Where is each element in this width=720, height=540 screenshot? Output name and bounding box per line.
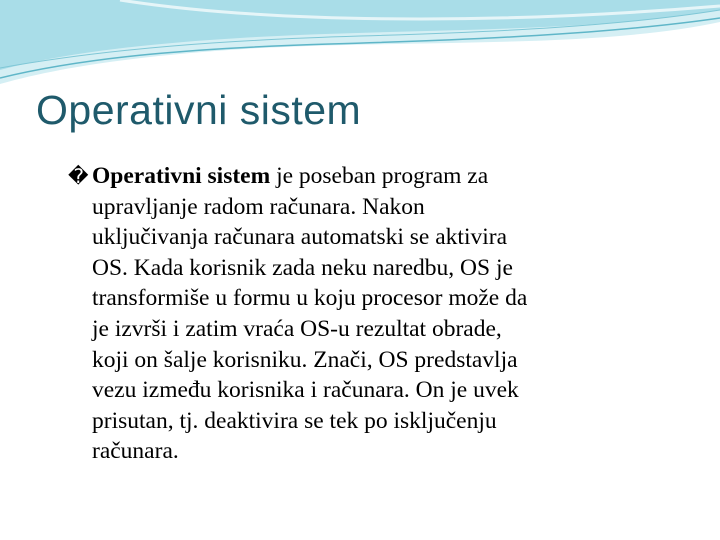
body-line-2: upravljanje radom računara. Nakon bbox=[92, 193, 425, 220]
bullet-glyph: � bbox=[68, 164, 89, 188]
header-wave-decoration bbox=[0, 0, 720, 90]
body-line-6: je izvrši i zatim vraća OS-u rezultat obrade, bbox=[92, 315, 502, 342]
body-line-3: uključivanja računara automatski se aktivira bbox=[92, 224, 508, 251]
body-line-10: računara. bbox=[92, 438, 179, 465]
body-line-7: koji on šalje korisniku. Znači, OS predstavlja bbox=[92, 346, 518, 373]
body-line-1: je poseban program za bbox=[270, 163, 489, 189]
body-line-8: vezu između korisnika i računara. On je uvek bbox=[92, 377, 519, 404]
key-term: Operativni sistem bbox=[92, 163, 271, 189]
body-line-5: transformiše u formu u koju procesor može da bbox=[92, 285, 528, 312]
body-line-9: prisutan, tj. deaktivira se tek po isključenju bbox=[92, 407, 497, 434]
body-paragraph bbox=[68, 161, 700, 467]
body-line-4: OS. Kada korisnik zada neku naredbu, OS je bbox=[92, 254, 513, 281]
slide-title: Operativni sistem bbox=[36, 87, 362, 133]
